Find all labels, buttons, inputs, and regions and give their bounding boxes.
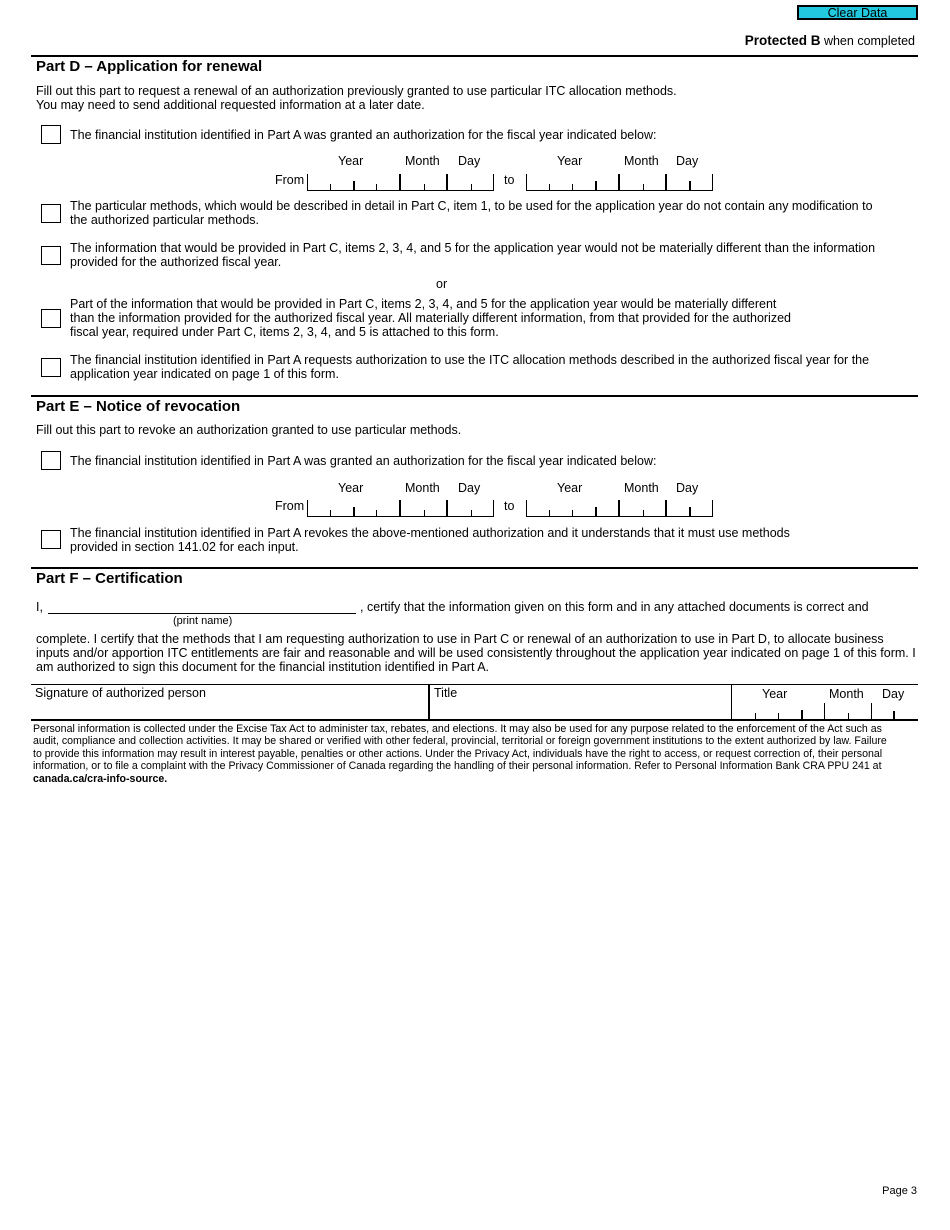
sig-day-label: Day	[882, 687, 905, 701]
to-day-label: Day	[676, 154, 699, 168]
part-d-item-3-text: The information that would be provided in Part C, items 2, 3, 4, and 5 for the application year would not be materially different than the information provided for the authorized fiscal year.	[70, 241, 876, 269]
clear-data-button[interactable]: Clear Data	[797, 5, 918, 20]
certify-text: , certify that the information given on this form and in any attached documents is correct and	[360, 600, 869, 614]
signature-table	[31, 684, 918, 721]
part-e-item-2-text: The financial institution identified in Part A revokes the above-mentioned authorization and it understands that it must use methods provided in section 141.02 for each input.	[70, 526, 790, 554]
part-d-date-range	[0, 152, 950, 192]
part-e-title: Part E – Notice of revocation	[36, 398, 241, 415]
to-year-field[interactable]	[526, 174, 619, 191]
or-separator: or	[436, 277, 448, 291]
part-d-checkbox-3[interactable]	[41, 246, 61, 265]
from-day-label: Day	[458, 154, 481, 168]
print-name-label: (print name)	[173, 615, 233, 627]
part-e-checkbox-1[interactable]	[41, 451, 61, 470]
from-month-label: Month	[405, 481, 440, 495]
part-e-date-range	[0, 479, 950, 519]
from-day-field[interactable]	[447, 174, 494, 191]
to-day-field[interactable]	[666, 500, 713, 517]
sig-year-label: Year	[762, 687, 788, 701]
from-month-field[interactable]	[400, 174, 447, 191]
page-number: Page 3	[882, 1185, 917, 1197]
to-label: to	[504, 499, 515, 513]
from-year-label: Year	[338, 154, 364, 168]
protected-b-notice	[745, 33, 915, 48]
from-year-field[interactable]	[307, 500, 400, 517]
part-d-rule	[31, 55, 918, 57]
from-label: From	[275, 499, 305, 513]
privacy-link[interactable]: canada.ca/cra-info-source.	[33, 772, 168, 785]
to-year-label: Year	[557, 154, 583, 168]
from-label: From	[275, 173, 305, 187]
part-d-intro-1: Fill out this part to request a renewal of an authorization previously granted to use particular ITC allocation methods.	[36, 84, 677, 98]
to-year-label: Year	[557, 481, 583, 495]
part-e-item-1-text: The financial institution identified in Part A was granted an authorization for the fiscal year indicated below:	[70, 454, 657, 468]
part-d-checkbox-5[interactable]	[41, 358, 61, 377]
to-label: to	[504, 173, 515, 187]
part-d-item-2-text: The particular methods, which would be described in detail in Part C, item 1, to be used for the application year do not contain any modification to the authorized particular methods.	[70, 199, 873, 227]
part-d-title: Part D – Application for renewal	[36, 58, 263, 75]
sig-month-field[interactable]	[825, 703, 872, 720]
title-field[interactable]	[428, 685, 731, 719]
part-f-title: Part F – Certification	[36, 570, 183, 587]
to-month-field[interactable]	[619, 174, 666, 191]
sig-day-field[interactable]	[872, 703, 919, 720]
part-d-item-5-text: The financial institution identified in Part A requests authorization to use the ITC allocation methods described in the authorized fiscal year for the application year indicated on page 1 of this form.	[70, 353, 870, 381]
part-d-checkbox-1[interactable]	[41, 125, 61, 144]
privacy-notice	[33, 723, 893, 785]
part-d-checkbox-4[interactable]	[41, 309, 61, 328]
part-d-checkbox-2[interactable]	[41, 204, 61, 223]
part-e-rule	[31, 395, 918, 397]
sig-year-field[interactable]	[732, 703, 825, 720]
from-day-field[interactable]	[447, 500, 494, 517]
part-f-rule	[31, 567, 918, 569]
signature-label: Signature of authorized person	[35, 686, 206, 700]
from-year-field[interactable]	[307, 174, 400, 191]
from-month-field[interactable]	[400, 500, 447, 517]
to-year-field[interactable]	[526, 500, 619, 517]
part-e-intro: Fill out this part to revoke an authorization granted to use particular methods.	[36, 423, 462, 437]
to-month-field[interactable]	[619, 500, 666, 517]
print-name-field[interactable]	[48, 613, 356, 614]
part-d-item-4-text: Part of the information that would be provided in Part C, items 2, 3, 4, and 5 for the application year would be materially different than the information provided for the authorized fiscal year. All materially different information, from that provided for the authorized fiscal year, required under Part C, items 2, 3, 4, and 5 is attached to this form.	[70, 297, 791, 339]
to-month-label: Month	[624, 154, 659, 168]
part-e-checkbox-2[interactable]	[41, 530, 61, 549]
protected-b-suffix: when completed	[820, 34, 915, 48]
part-d-intro-2: You may need to send additional requested information at a later date.	[36, 98, 425, 112]
privacy-text: Personal information is collected under the Excise Tax Act to administer tax, rebates, and elections. It may also be used for any purpose related to the enforcement of the Act such as audit, compliance and collection activities. It may be shared or verified with other federal, provincial, territorial or foreign government institutions to the extent authorized by law. Failure to provide this information may result in interest payable, penalties or other actions. Under the Privacy Act, individuals have the right to access, or request correction of, their personal information, or to file a complaint with the Privacy Commissioner of Canada regarding the handling of their personal information. Refer to Personal Information Bank CRA PPU 241 at	[33, 723, 887, 773]
to-day-label: Day	[676, 481, 699, 495]
protected-b-label: Protected B	[744, 33, 821, 48]
certify-i: I,	[36, 600, 43, 614]
to-month-label: Month	[624, 481, 659, 495]
sig-month-label: Month	[829, 687, 864, 701]
title-label: Title	[434, 686, 458, 700]
part-d-item-1-text: The financial institution identified in Part A was granted an authorization for the fiscal year indicated below:	[70, 128, 657, 142]
from-day-label: Day	[458, 481, 481, 495]
certification-body: complete. I certify that the methods that I am requesting authorization to use in Part C or renewal of an authorization to use in Part D, to allocate business inputs and/or apportion ITC entitlements are fair and reasonable and will be used consistently throughout the application year indicated on page 1 of this form. I am authorized to sign this document for the financial institution identified in Part A.	[36, 632, 916, 674]
from-month-label: Month	[405, 154, 440, 168]
signature-date	[731, 685, 918, 719]
signature-field[interactable]	[31, 685, 428, 719]
to-day-field[interactable]	[666, 174, 713, 191]
from-year-label: Year	[338, 481, 364, 495]
